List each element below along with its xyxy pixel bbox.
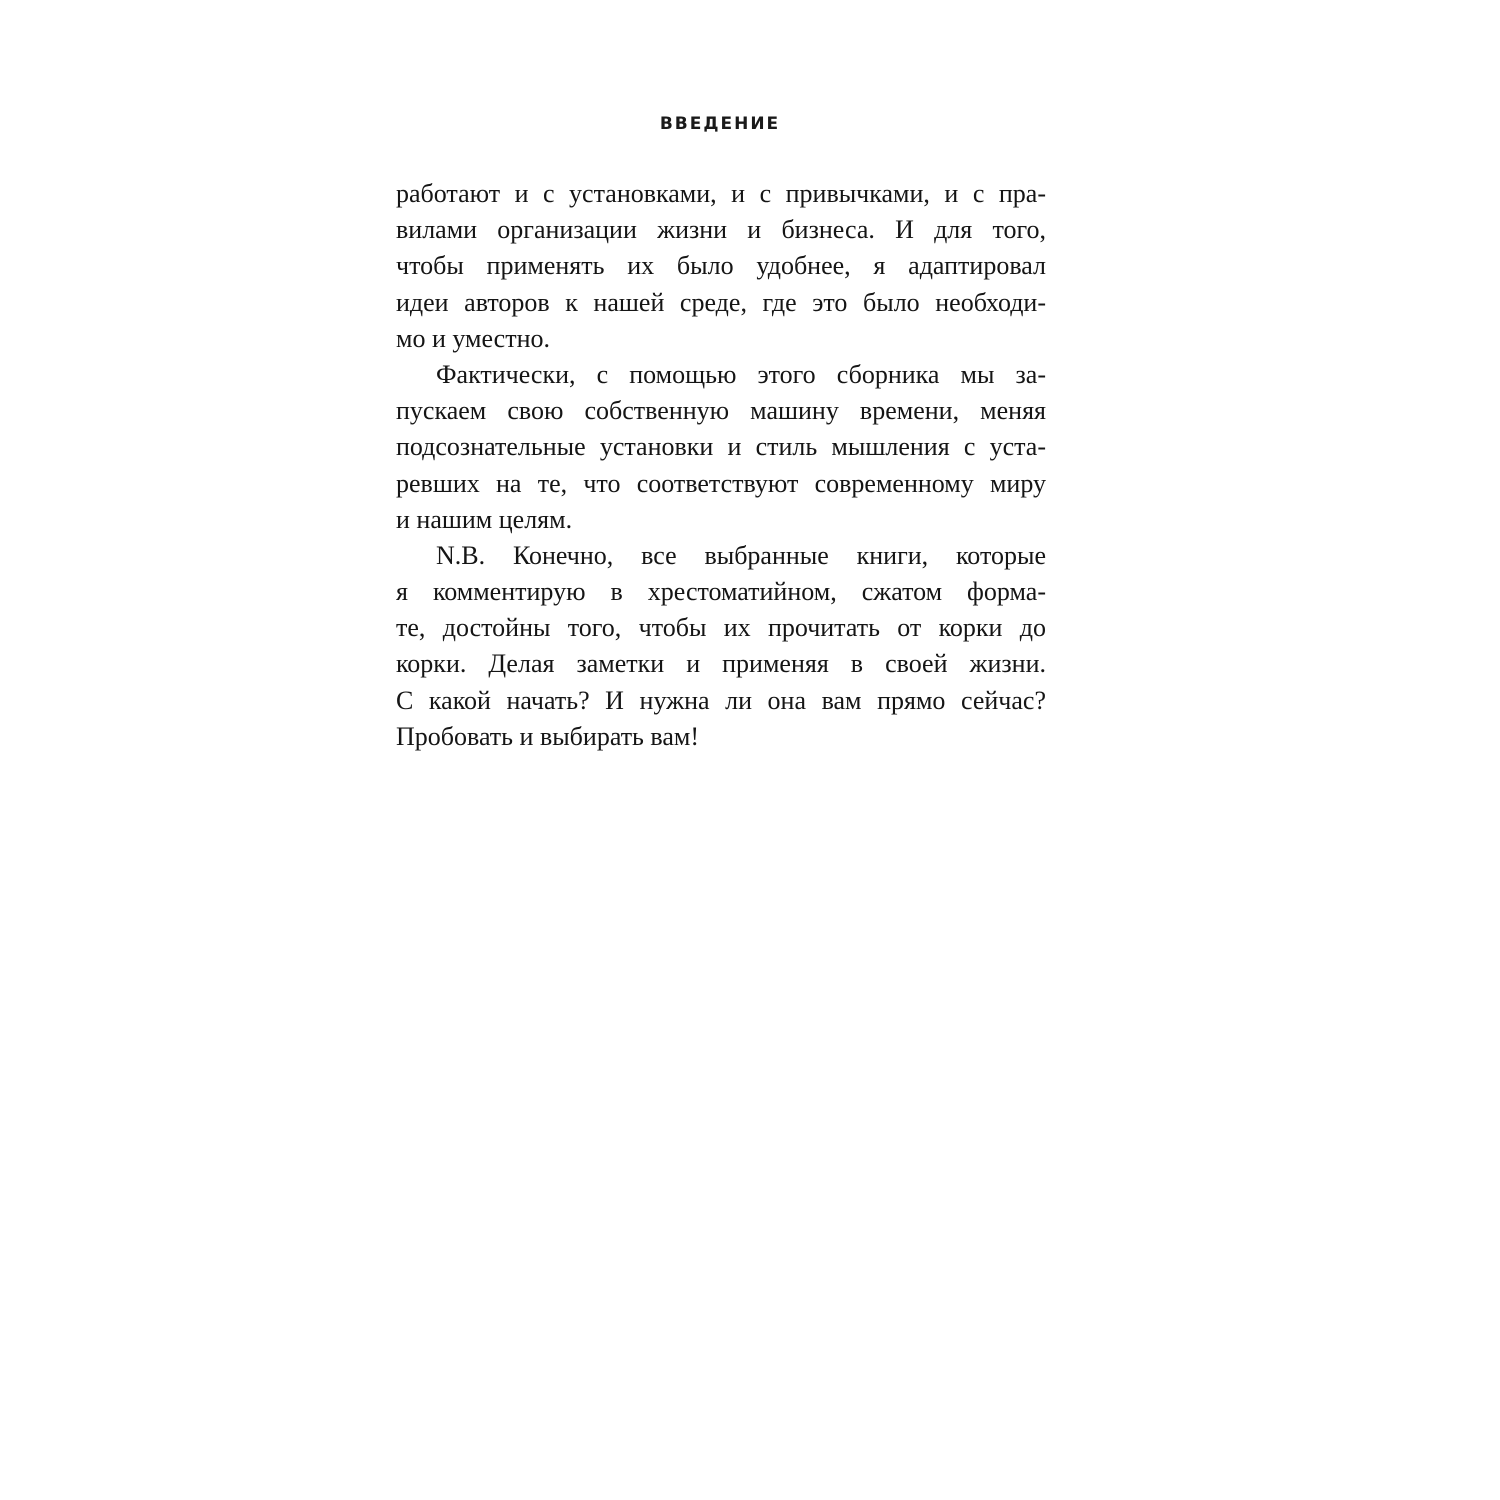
text-line: Фактически, с помощью этого сборника мы за-: [436, 359, 1046, 389]
text-line: пускаем свою собственную машину времени, меняя: [396, 396, 1046, 426]
text-line: работают и с установками, и с привычками, и с пра-: [396, 179, 1046, 208]
text-line: чтобы применять их было удобнее, я адаптировал: [396, 251, 1046, 281]
text-line: N.B. Конечно, все выбранные книги, которые: [436, 540, 1046, 570]
text-line: Пробовать и выбирать вам!: [396, 721, 699, 751]
paragraph: [396, 176, 1046, 357]
text-line: идеи авторов к нашей среде, где это было необходи-: [396, 287, 1046, 317]
paragraph: [396, 357, 1046, 538]
text-line: я комментирую в хрестоматийном, сжатом форма-: [396, 577, 1046, 607]
text-line: ревших на те, что соответствуют современному миру: [396, 468, 1046, 498]
text-line: мо и уместно.: [396, 323, 550, 353]
text-line: вилами организации жизни и бизнеса. И для того,: [396, 215, 1046, 245]
paragraph: [396, 538, 1046, 755]
running-head: ВВЕДЕНИЕ: [659, 114, 781, 134]
body-text: [396, 176, 1046, 755]
text-line: С какой начать? И нужна ли она вам прямо сейчас?: [396, 685, 1046, 715]
text-line: подсознательные установки и стиль мышления с уста-: [396, 432, 1046, 462]
text-line: корки. Делая заметки и применяя в своей жизни.: [396, 649, 1046, 679]
text-line: и нашим целям.: [396, 504, 573, 534]
text-line: те, достойны того, чтобы их прочитать от корки до: [396, 613, 1046, 643]
